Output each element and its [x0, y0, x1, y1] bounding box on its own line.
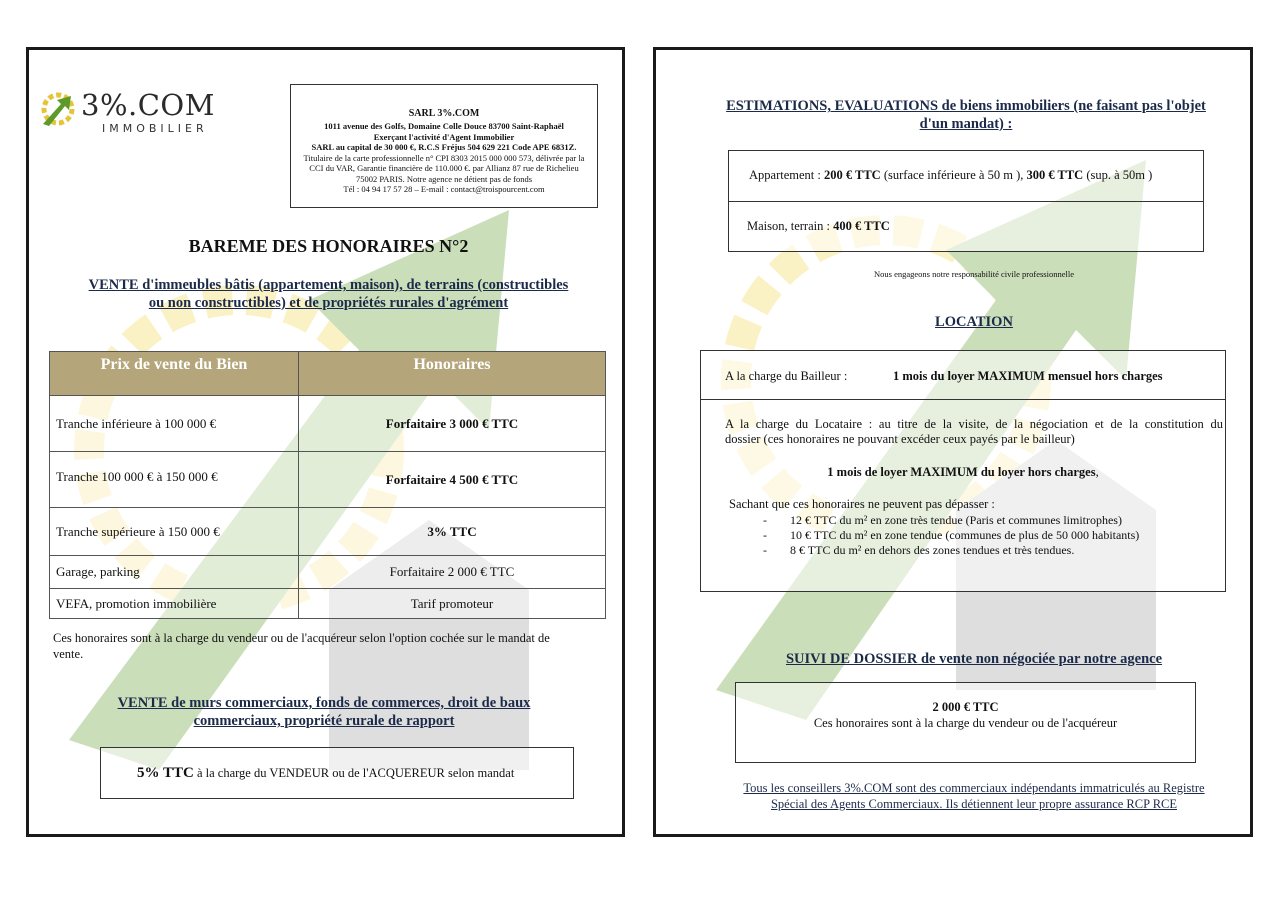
limit-text: 12 € TTC du m² en zone très tendue (Paris et communes limitrophes): [790, 513, 1122, 527]
suivi-title-main: SUIVI DE DOSSIER: [785, 651, 918, 667]
rc-note: Nous engageons notre responsabilité civile professionnelle: [874, 269, 1074, 279]
company-name: SARL 3%.COM: [408, 108, 480, 119]
page-title: BAREME DES HONORAIRES N°2: [188, 236, 469, 256]
sachant-text: Sachant que ces honoraires ne peuvent pas dépasser :: [729, 497, 995, 511]
appartement-label: Appartement :: [749, 168, 824, 182]
suivi-title: [656, 651, 1253, 668]
logo-name: 3%.COM: [81, 88, 215, 122]
commercial-title-line1: VENTE de murs commerciaux, fonds de commerces, droit de baux: [117, 695, 531, 711]
row-price: Tranche inférieure à 100 000 €: [50, 396, 299, 452]
bailleur-label: A la charge du Bailleur :: [725, 369, 848, 383]
vente-title-line2: ou non constructibles) et de propriétés rurales d'agrément: [148, 295, 509, 311]
list-item: - 12 € TTC du m² en zone très tendue (Paris et communes limitrophes): [763, 513, 1122, 527]
company-card-line1: Titulaire de la carte professionnelle n° CPI 8303 2015 000 000 573, délivrée par la: [303, 152, 585, 163]
table-row: [50, 452, 606, 508]
appartement-end: (sup. à 50m ): [1083, 168, 1153, 182]
bailleur-value: 1 mois du loyer MAXIMUM mensuel hors charges: [893, 369, 1163, 383]
estimations-title-line2: d'un mandat) :: [919, 116, 1013, 132]
commercial-rate: 5% TTC: [137, 765, 194, 781]
table-row: [50, 508, 606, 556]
limit-text: 8 € TTC du m² en dehors des zones tendues et très tendues.: [790, 543, 1075, 557]
row-fee: 3% TTC: [299, 508, 606, 556]
footer-line1: Tous les conseillers 3%.COM sont des commerciaux indépendants immatriculés au Registre: [743, 781, 1205, 795]
vente-title-line1: VENTE d'immeubles bâtis (appartement, maison), de terrains (constructibles: [88, 277, 569, 293]
company-address: 1011 avenue des Golfs, Domaine Colle Douce 83700 Saint-Raphaël: [324, 121, 564, 131]
list-item: - 10 € TTC du m² en zone tendue (communes de plus de 50 000 habitants): [763, 528, 1140, 542]
row-price: Tranche 100 000 € à 150 000 €: [50, 452, 299, 508]
company-activity: Exerçant l'activité d'Agent Immobilier: [373, 131, 515, 142]
right-page: [653, 47, 1253, 837]
company-info-box: [290, 84, 598, 208]
commercial-title-line2: commerciaux, propriété rurale de rapport: [193, 713, 455, 729]
vente-title: [29, 276, 625, 312]
maison-line: [747, 219, 890, 234]
row-price: Tranche supérieure à 150 000 €: [50, 508, 299, 556]
col-header-fees: Honoraires: [299, 352, 606, 396]
maison-label: Maison, terrain :: [747, 219, 834, 233]
row-fee: Forfaitaire 4 500 € TTC: [299, 452, 606, 508]
limit-text: 10 € TTC du m² en zone tendue (communes de plus de 50 000 habitants): [790, 528, 1140, 542]
seller-note-line1: Ces honoraires sont à la charge du vendeur ou de l'acquéreur selon l'option cochée sur le mandat de: [53, 631, 550, 645]
appartement-mid: (surface inférieure à 50 m ),: [880, 168, 1027, 182]
fees-table: [49, 351, 606, 619]
company-card-line2: CCI du VAR, Garantie financière de 110.000 €. par Allianz 87 rue de Richelieu: [309, 163, 579, 173]
location-box: [700, 350, 1226, 592]
commercial-title: [39, 694, 609, 730]
locataire-text: [725, 417, 1223, 447]
suivi-price: 2 000 € TTC: [932, 700, 999, 714]
maison-price: 400 € TTC: [833, 219, 890, 233]
seller-note-line2: vente.: [53, 647, 84, 661]
company-card-line3: 75002 PARIS. Notre agence ne détient pas de fonds: [355, 173, 533, 184]
table-row: [50, 556, 606, 589]
appartement-line: [749, 168, 1152, 183]
list-item: - 8 € TTC du m² en dehors des zones tendues et très tendues.: [763, 543, 1075, 557]
left-page: [26, 47, 625, 837]
commercial-rate-text: à la charge du VENDEUR ou de l'ACQUEREUR selon mandat: [196, 766, 515, 780]
locataire-line1: A la charge du Locataire : au titre de la visite, de la négociation et de la constitution du: [725, 417, 1223, 431]
locataire-line2: dossier (ces honoraires ne pouvant excéder ceux payés par le bailleur): [725, 432, 1075, 446]
estimations-title-line1: ESTIMATIONS, EVALUATIONS de biens immobiliers (ne faisant pas l'objet: [726, 98, 1206, 114]
commercial-rate-box: [100, 747, 574, 799]
estimations-box: [728, 150, 1204, 252]
seller-note: [53, 630, 623, 662]
appartement-price-large: 300 € TTC: [1026, 168, 1084, 182]
footer-note: [656, 780, 1253, 812]
row-fee: Tarif promoteur: [299, 589, 606, 619]
row-fee: Forfaitaire 3 000 € TTC: [299, 396, 606, 452]
estimations-title: [676, 97, 1253, 133]
footer-line2: Spécial des Agents Commerciaux. Ils détiennent leur propre assurance RCP RCE: [770, 797, 1178, 811]
logo-icon: [39, 90, 77, 128]
suivi-text: Ces honoraires sont à la charge du vendeur ou de l'acquéreur: [813, 716, 1118, 730]
locataire-value-end: ,: [1095, 465, 1099, 479]
row-price: VEFA, promotion immobilière: [50, 589, 299, 619]
company-capital: SARL au capital de 30 000 €, R.C.S Fréjus 504 629 221 Code APE 6831Z.: [311, 142, 577, 152]
row-fee: Forfaitaire 2 000 € TTC: [299, 556, 606, 589]
location-title: LOCATION: [935, 314, 1013, 330]
suivi-title-rest: de vente non négociée par notre agence: [917, 651, 1163, 667]
company-contact: Tél : 04 94 17 57 28 – E-mail : contact@troispourcent.com: [343, 184, 545, 194]
locataire-value: 1 mois de loyer MAXIMUM du loyer hors charges: [827, 465, 1096, 479]
table-row: [50, 396, 606, 452]
locataire-value-line: [701, 465, 1225, 480]
logo-subtitle: IMMOBILIER: [102, 122, 208, 135]
row-price: Garage, parking: [50, 556, 299, 589]
appartement-price-small: 200 € TTC: [823, 168, 881, 182]
col-header-price: Prix de vente du Bien: [50, 352, 299, 396]
table-row: [50, 589, 606, 619]
suivi-box: [735, 682, 1196, 763]
